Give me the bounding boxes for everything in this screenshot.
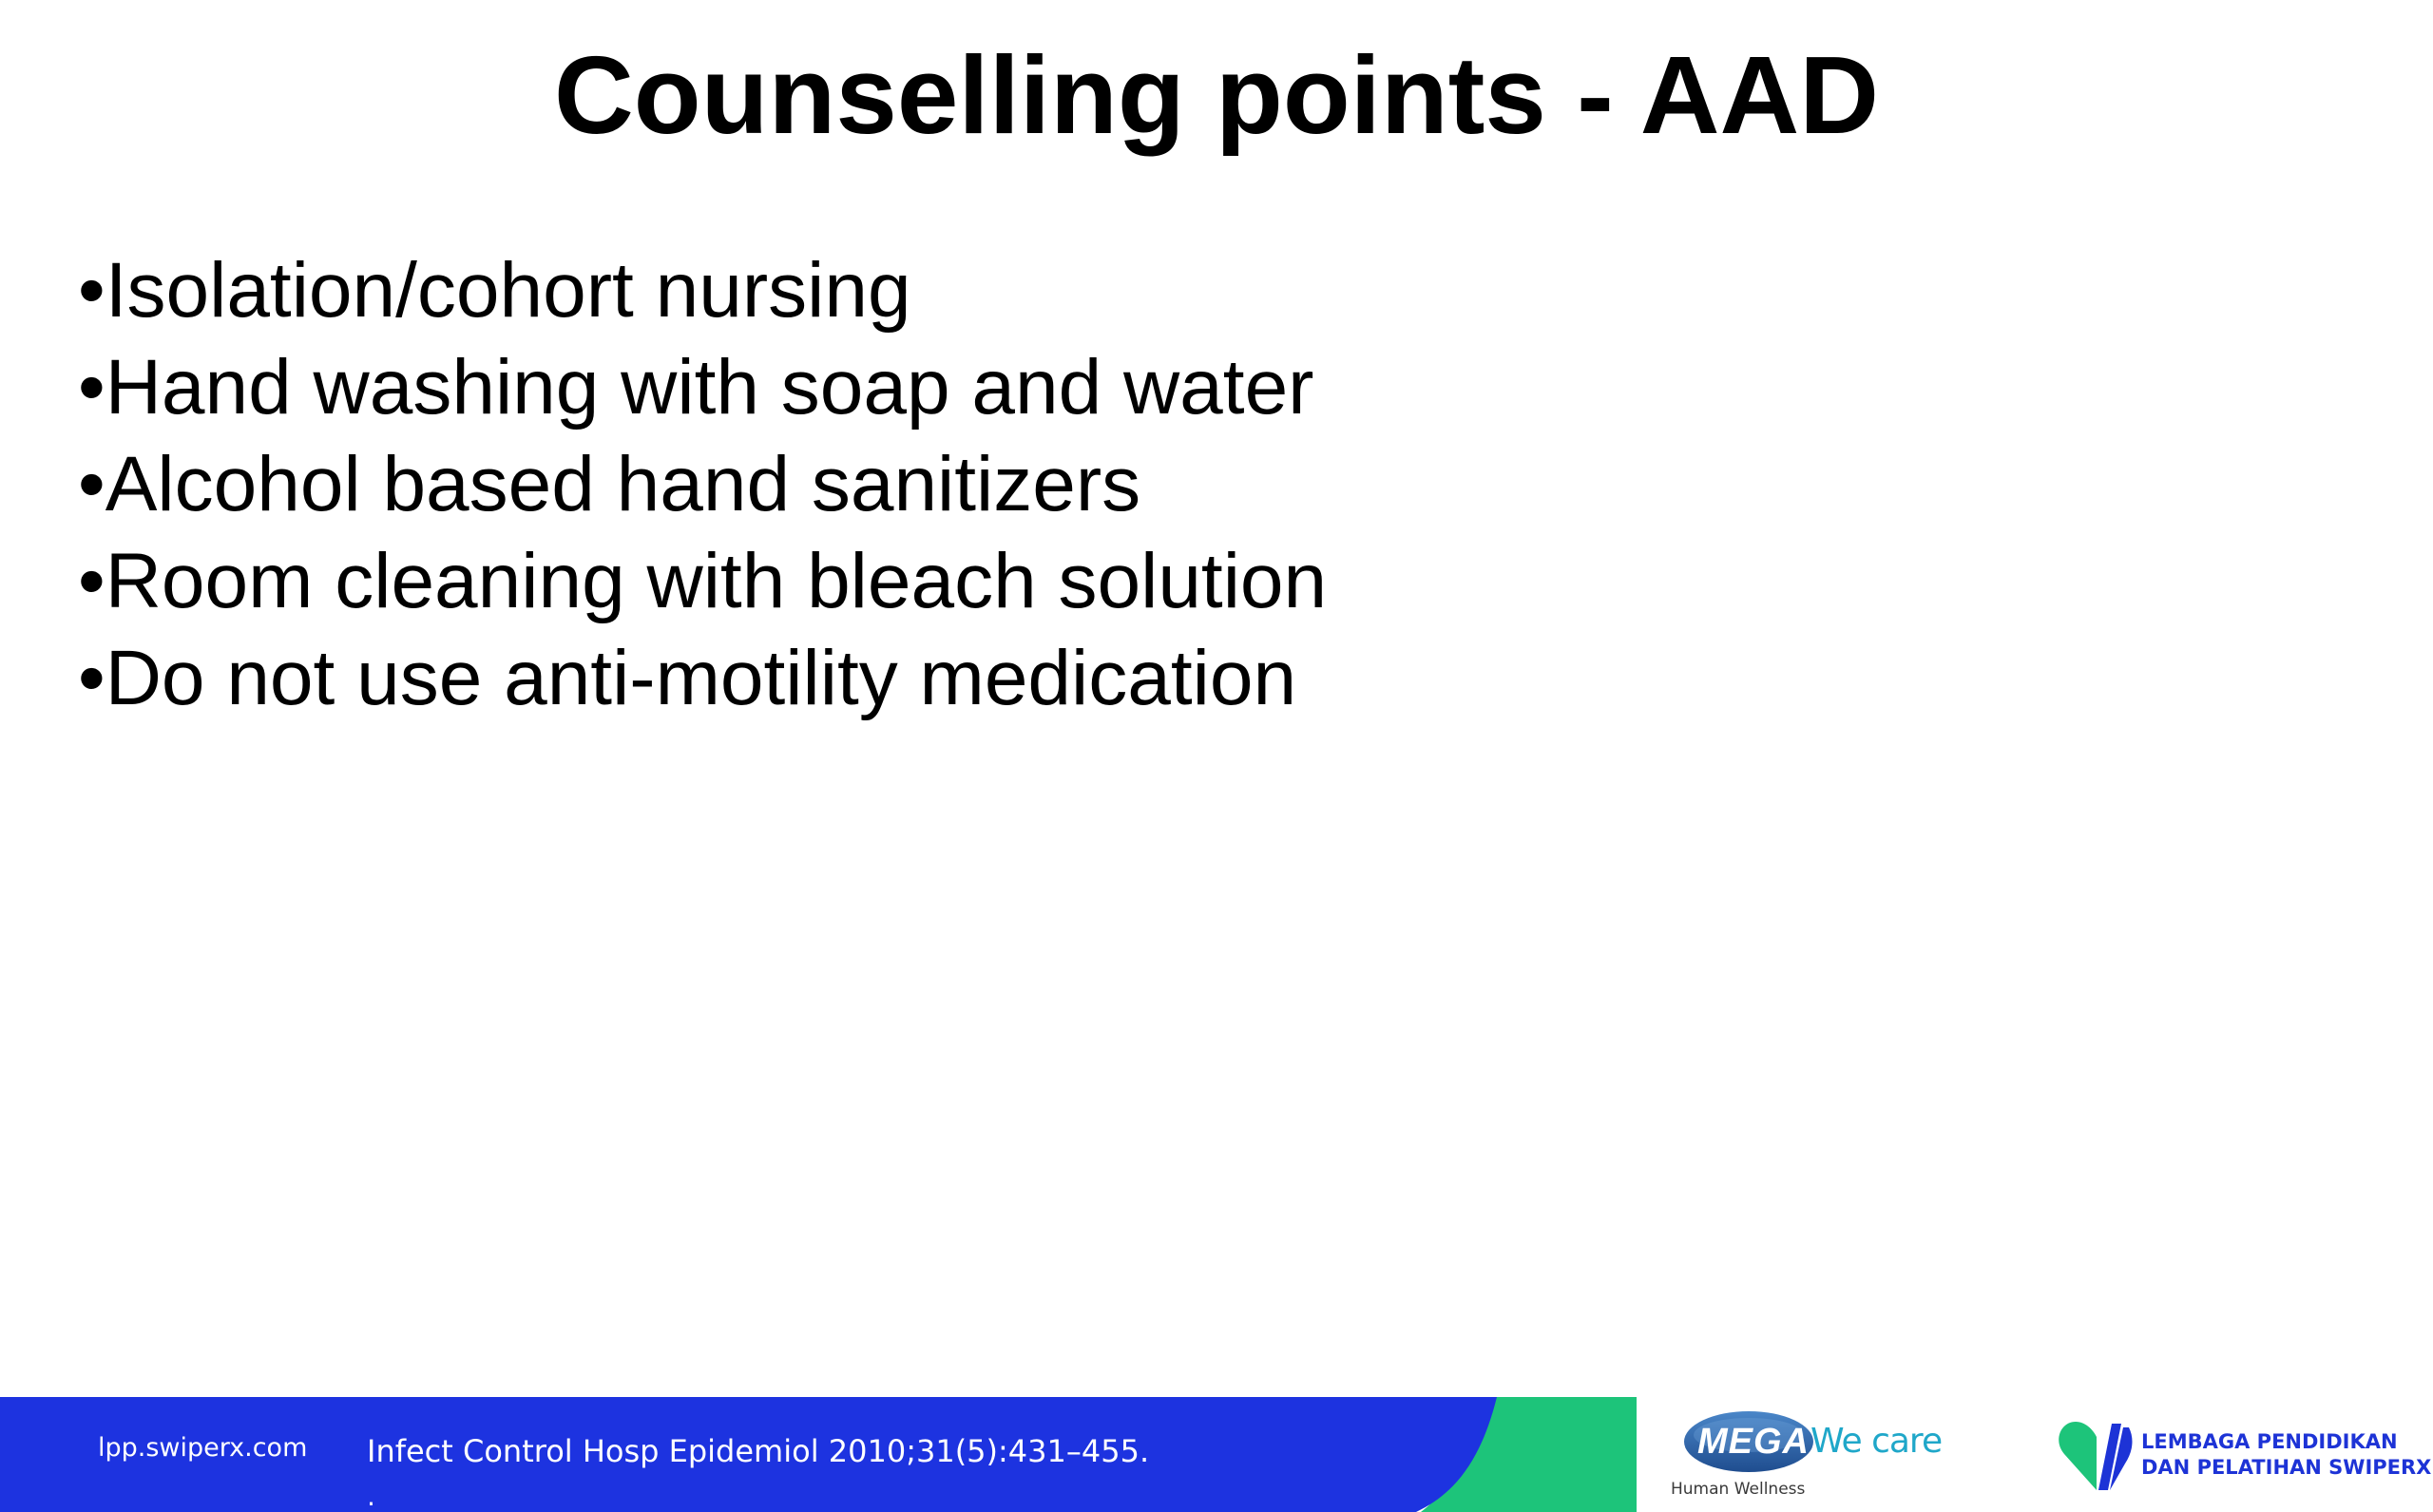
bullet-text: Isolation/cohort nursing bbox=[105, 247, 911, 334]
footer-reference-trailing: . bbox=[367, 1481, 375, 1512]
lpp-logo-line2: DAN PELATIHAN SWIPERX bbox=[2141, 1456, 2432, 1479]
bullet-item bbox=[78, 242, 1327, 339]
mega-wordmark: MEGA bbox=[1697, 1422, 1810, 1462]
bullet-marker: • bbox=[78, 538, 105, 624]
bullet-item bbox=[78, 630, 1327, 727]
bullet-text: Do not use anti-motility medication bbox=[105, 635, 1297, 721]
bullet-text: Room cleaning with bleach solution bbox=[105, 538, 1328, 624]
bullet-text: Alcohol based hand sanitizers bbox=[105, 441, 1141, 527]
bullet-text: Hand washing with soap and water bbox=[105, 344, 1314, 431]
mega-subtitle: Human Wellness bbox=[1671, 1480, 1806, 1499]
bullet-item bbox=[78, 533, 1327, 630]
mega-tagline: We care bbox=[1810, 1422, 1943, 1461]
bullet-item bbox=[78, 436, 1327, 533]
slide-title: Counselling points - AAD bbox=[553, 33, 1880, 157]
bullet-marker: • bbox=[78, 344, 105, 431]
bullet-marker: • bbox=[78, 247, 105, 334]
footer-url[interactable]: lpp.swiperx.com bbox=[98, 1433, 308, 1463]
bullet-marker: • bbox=[78, 441, 105, 527]
bullet-marker: • bbox=[78, 635, 105, 721]
lpp-logo-text bbox=[2141, 1429, 2431, 1481]
bullet-item bbox=[78, 339, 1327, 436]
bullet-list bbox=[78, 242, 1327, 727]
lpp-logo-line1: LEMBAGA PENDIDIKAN bbox=[2141, 1430, 2398, 1453]
footer-reference: Infect Control Hosp Epidemiol 2010;31(5):431–455. bbox=[367, 1433, 1150, 1469]
heart-logo-icon bbox=[2059, 1418, 2135, 1492]
